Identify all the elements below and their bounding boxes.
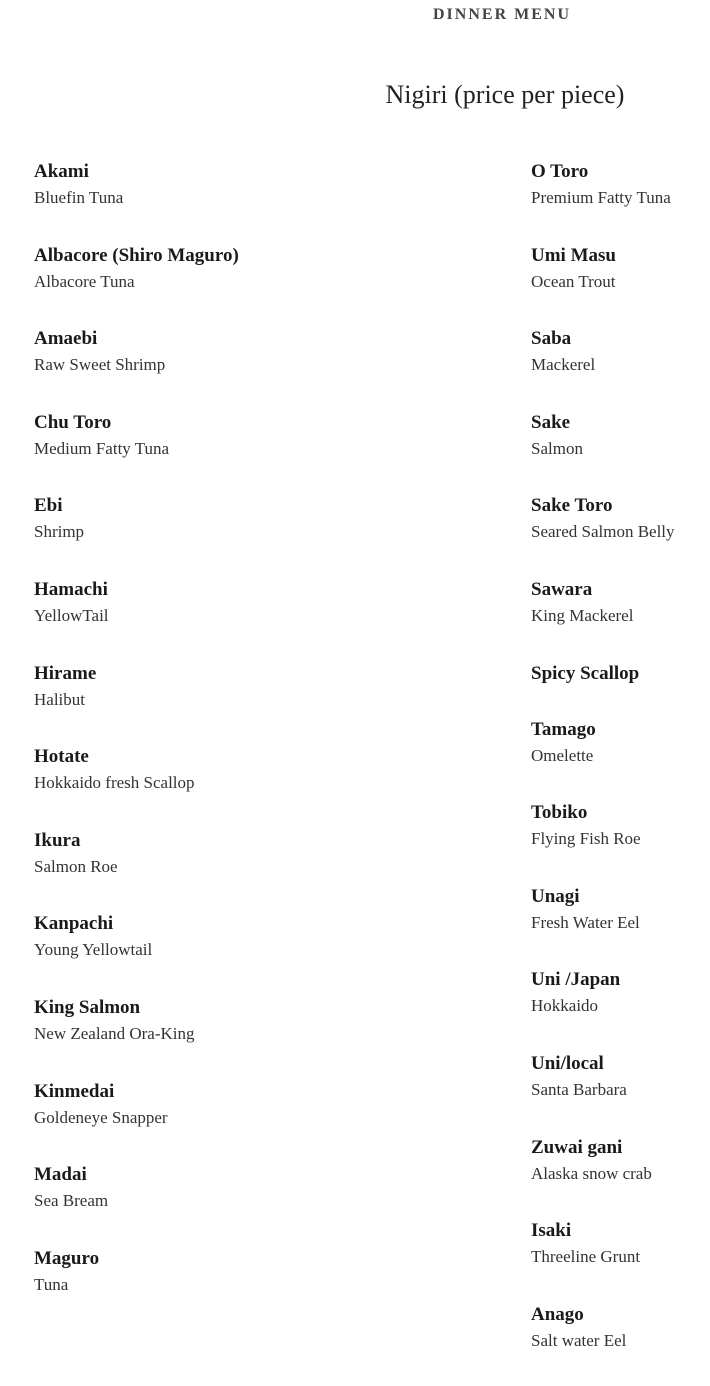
- menu-item: [34, 160, 364, 244]
- menu-item: [34, 244, 364, 328]
- menu-item: [34, 494, 364, 578]
- item-name: Ikura: [34, 829, 81, 851]
- item-description: Ocean Trout: [531, 271, 616, 291]
- menu-item: [531, 1219, 709, 1303]
- item-description: Medium Fatty Tuna: [34, 438, 170, 458]
- menu-item: [34, 578, 364, 662]
- item-name: Amaebi: [34, 328, 98, 350]
- menu-item: [531, 801, 709, 885]
- item-description: Mackerel: [531, 355, 596, 375]
- item-description: King Mackerel: [531, 605, 634, 625]
- item-name: Ebi: [34, 495, 63, 517]
- menu-item: [531, 662, 709, 718]
- menu-item: [34, 1080, 364, 1164]
- item-name: Anago: [531, 1303, 584, 1325]
- menu-item: [531, 160, 709, 244]
- item-description: Salmon: [531, 438, 583, 458]
- menu-item: [34, 745, 364, 829]
- item-description: Raw Sweet Shrimp: [34, 355, 166, 375]
- item-name: Zuwai gani: [531, 1136, 623, 1158]
- item-name: Unagi: [531, 885, 580, 907]
- item-description: Premium Fatty Tuna: [531, 188, 671, 207]
- item-name: Uni /Japan: [531, 969, 621, 991]
- item-description: Tuna: [34, 1274, 69, 1294]
- item-description: YellowTail: [34, 605, 109, 625]
- item-name: Sake Toro: [531, 495, 613, 517]
- item-name: O Toro: [531, 161, 589, 182]
- item-name: Kanpachi: [34, 913, 114, 935]
- item-description: New Zealand Ora-King: [34, 1023, 195, 1043]
- menu-item: [34, 662, 364, 746]
- menu-item: [531, 494, 709, 578]
- menu-item: [531, 1052, 709, 1136]
- item-description: Flying Fish Roe: [531, 829, 641, 849]
- item-name: Maguro: [34, 1247, 100, 1269]
- menu-item: [531, 327, 709, 411]
- item-name: Tamago: [531, 718, 596, 740]
- item-name: Uni/local: [531, 1052, 604, 1074]
- menu-item: [531, 244, 709, 328]
- item-name: Tobiko: [531, 802, 588, 824]
- item-description: Shrimp: [34, 522, 85, 542]
- item-description: Albacore Tuna: [34, 271, 135, 291]
- item-description: Halibut: [34, 689, 85, 709]
- item-name: Akami: [34, 161, 89, 182]
- item-name: Isaki: [531, 1220, 572, 1242]
- item-name: Sawara: [531, 578, 593, 600]
- item-name: King Salmon: [34, 996, 141, 1018]
- item-description: Hokkaido fresh Scallop: [34, 773, 195, 793]
- menu-item: [34, 996, 364, 1080]
- menu-item: [531, 968, 709, 1052]
- menu-item: [34, 1163, 364, 1247]
- menu-item: [531, 1303, 709, 1386]
- item-description: Threeline Grunt: [531, 1247, 641, 1267]
- item-description: Omelette: [531, 745, 594, 765]
- item-description: Salt water Eel: [531, 1330, 627, 1350]
- item-description: Bluefin Tuna: [34, 188, 124, 207]
- menu-item: [531, 411, 709, 495]
- item-name: Albacore (Shiro Maguro): [34, 244, 239, 266]
- menu-item: [34, 912, 364, 996]
- menu-column-left: [34, 160, 364, 1330]
- menu-column-right: [531, 160, 709, 1386]
- menu-item: [34, 829, 364, 913]
- menu-item: [34, 327, 364, 411]
- menu-item: [531, 885, 709, 969]
- menu-label: DINNER MENU: [433, 6, 571, 23]
- item-name: Chu Toro: [34, 411, 112, 433]
- item-description: Fresh Water Eel: [531, 912, 640, 932]
- item-name: Sake: [531, 411, 571, 433]
- item-description: Goldeneye Snapper: [34, 1107, 168, 1127]
- menu-item: [531, 718, 709, 802]
- item-name: Spicy Scallop: [531, 662, 640, 684]
- item-description: Hokkaido: [531, 996, 599, 1016]
- item-description: Alaska snow crab: [531, 1163, 652, 1183]
- section-title: Nigiri (price per piece): [385, 80, 625, 109]
- item-name: Hotate: [34, 746, 89, 768]
- item-name: Hirame: [34, 662, 97, 684]
- item-description: Santa Barbara: [531, 1079, 627, 1099]
- item-name: Umi Masu: [531, 244, 616, 266]
- item-name: Saba: [531, 328, 572, 350]
- menu-item: [531, 1136, 709, 1220]
- menu-item: [531, 578, 709, 662]
- menu-item: [34, 1247, 364, 1331]
- menu-item: [34, 411, 364, 495]
- item-description: Seared Salmon Belly: [531, 522, 675, 542]
- item-description: Salmon Roe: [34, 856, 118, 876]
- item-name: Madai: [34, 1164, 87, 1186]
- item-description: Sea Bream: [34, 1191, 109, 1211]
- item-name: Kinmedai: [34, 1080, 115, 1102]
- item-description: Young Yellowtail: [34, 940, 153, 960]
- item-name: Hamachi: [34, 578, 108, 600]
